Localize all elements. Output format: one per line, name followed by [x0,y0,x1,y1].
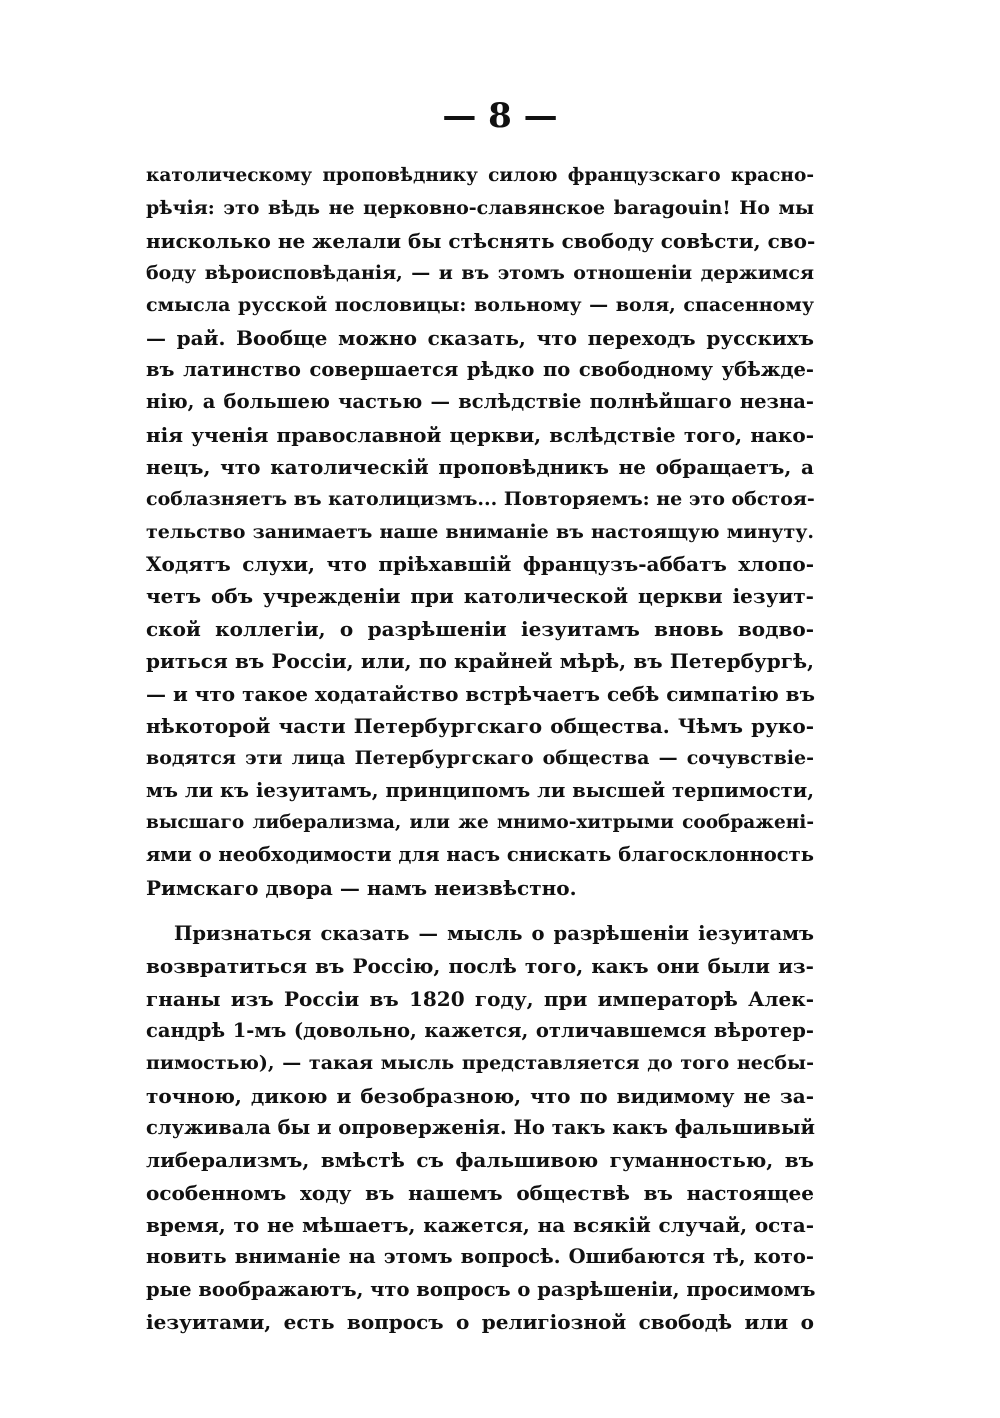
paragraph-1 [146,160,814,904]
text-line: іезуитами, есть вопросъ о религіозной свободѣ или о [146,1310,814,1335]
text-line: нія ученія православной церкви, вслѣдствіе того, нако- [146,422,814,447]
text-line: водятся эти лица Петербургскаго общества — сочувствіе- [146,747,814,770]
text-line: ями о необходимости для насъ снискать благосклонность [146,843,814,867]
text-line: тельство занимаетъ наше вниманіе въ настоящую минуту. [146,520,814,543]
text-line: сандрѣ 1-мъ (довольно, кажется, отличавшемся вѣротер- [146,1018,814,1042]
page-number: — 8 — [442,96,558,136]
text-line: рые воображаютъ, что вопросъ о разрѣшеніи, просимомъ [146,1277,816,1301]
text-line: Признаться сказать — мысль о разрѣшеніи іезуитамъ [174,921,814,945]
text-line: соблазняетъ въ католицизмъ... Повторяемъ: не это обстоя- [146,488,815,511]
text-line: высшаго либерализма, или же мнимо-хитрыми соображені- [146,811,814,833]
text-line: католическому проповѣднику силою французскаго красно- [146,165,814,186]
text-line: гнаны изъ Россіи въ 1820 году, при императорѣ Алек- [146,986,814,1011]
text-line: служивала бы и опроверженія. Но такъ какъ фальшивый [146,1115,815,1139]
text-line: либерализмъ, вмѣстѣ съ фальшивою гуманностью, въ [146,1148,814,1173]
text-line: смысла русской пословицы: вольному — воля, спасенному [146,294,814,317]
text-line: — и что такое ходатайство встрѣчаетъ себѣ симпатію въ [146,681,815,706]
text-line: риться въ Россіи, или, по крайней мѣрѣ, въ Петербургѣ, [146,649,814,674]
text-line: время, то не мѣшаетъ, кажется, на всякій случай, оста- [146,1213,814,1237]
text-line: точною, дикою и безобразною, что по видимому не за- [146,1083,814,1108]
text-line: рѣчія: это вѣдь не церковно-славянское baragouin! Но мы [146,197,814,220]
text-line: — рай. Вообще можно сказать, что переходъ русскихъ [146,325,814,350]
text-line: Римскаго двора — намъ неизвѣстно. [146,875,577,900]
text-line: пимостью), — такая мысль представляется до того несбы- [146,1052,814,1075]
text-line: ской коллегіи, о разрѣшеніи іезуитамъ вновь водво- [146,616,814,641]
body-text [146,160,814,1338]
text-line: нисколько не желали бы стѣснять свободу совѣсти, сво- [146,228,816,253]
text-line: четъ объ учрежденіи при католической церкви іезуит- [146,584,814,609]
text-line: возвратиться въ Россію, послѣ того, какъ они были из- [146,954,814,979]
text-line: мъ ли къ іезуитамъ, принципомъ ли высшей терпимости, [146,778,814,802]
text-line: нецъ, что католическій проповѣдникъ не обращаетъ, а [146,455,814,480]
text-line: нѣкоторой части Петербургскаго общества. Чѣмъ руко- [146,713,814,738]
paragraph-2 [146,918,814,1338]
text-line: въ латинство совершается рѣдко по свободному убѣжде- [146,358,814,382]
text-line: боду вѣроисповѣданія, — и въ этомъ отношеніи держимся [146,262,814,285]
text-line: нію, а большею частью — вслѣдствіе полнѣйшаго незна- [146,390,814,414]
text-line: Ходятъ слухи, что пріѣхавшій французъ-аббатъ хлопо- [146,552,814,577]
text-line: новить вниманіе на этомъ вопросѣ. Ошибаются тѣ, кото- [146,1245,814,1269]
text-line: особенномъ ходу въ нашемъ обществѣ въ настоящее [146,1180,814,1205]
